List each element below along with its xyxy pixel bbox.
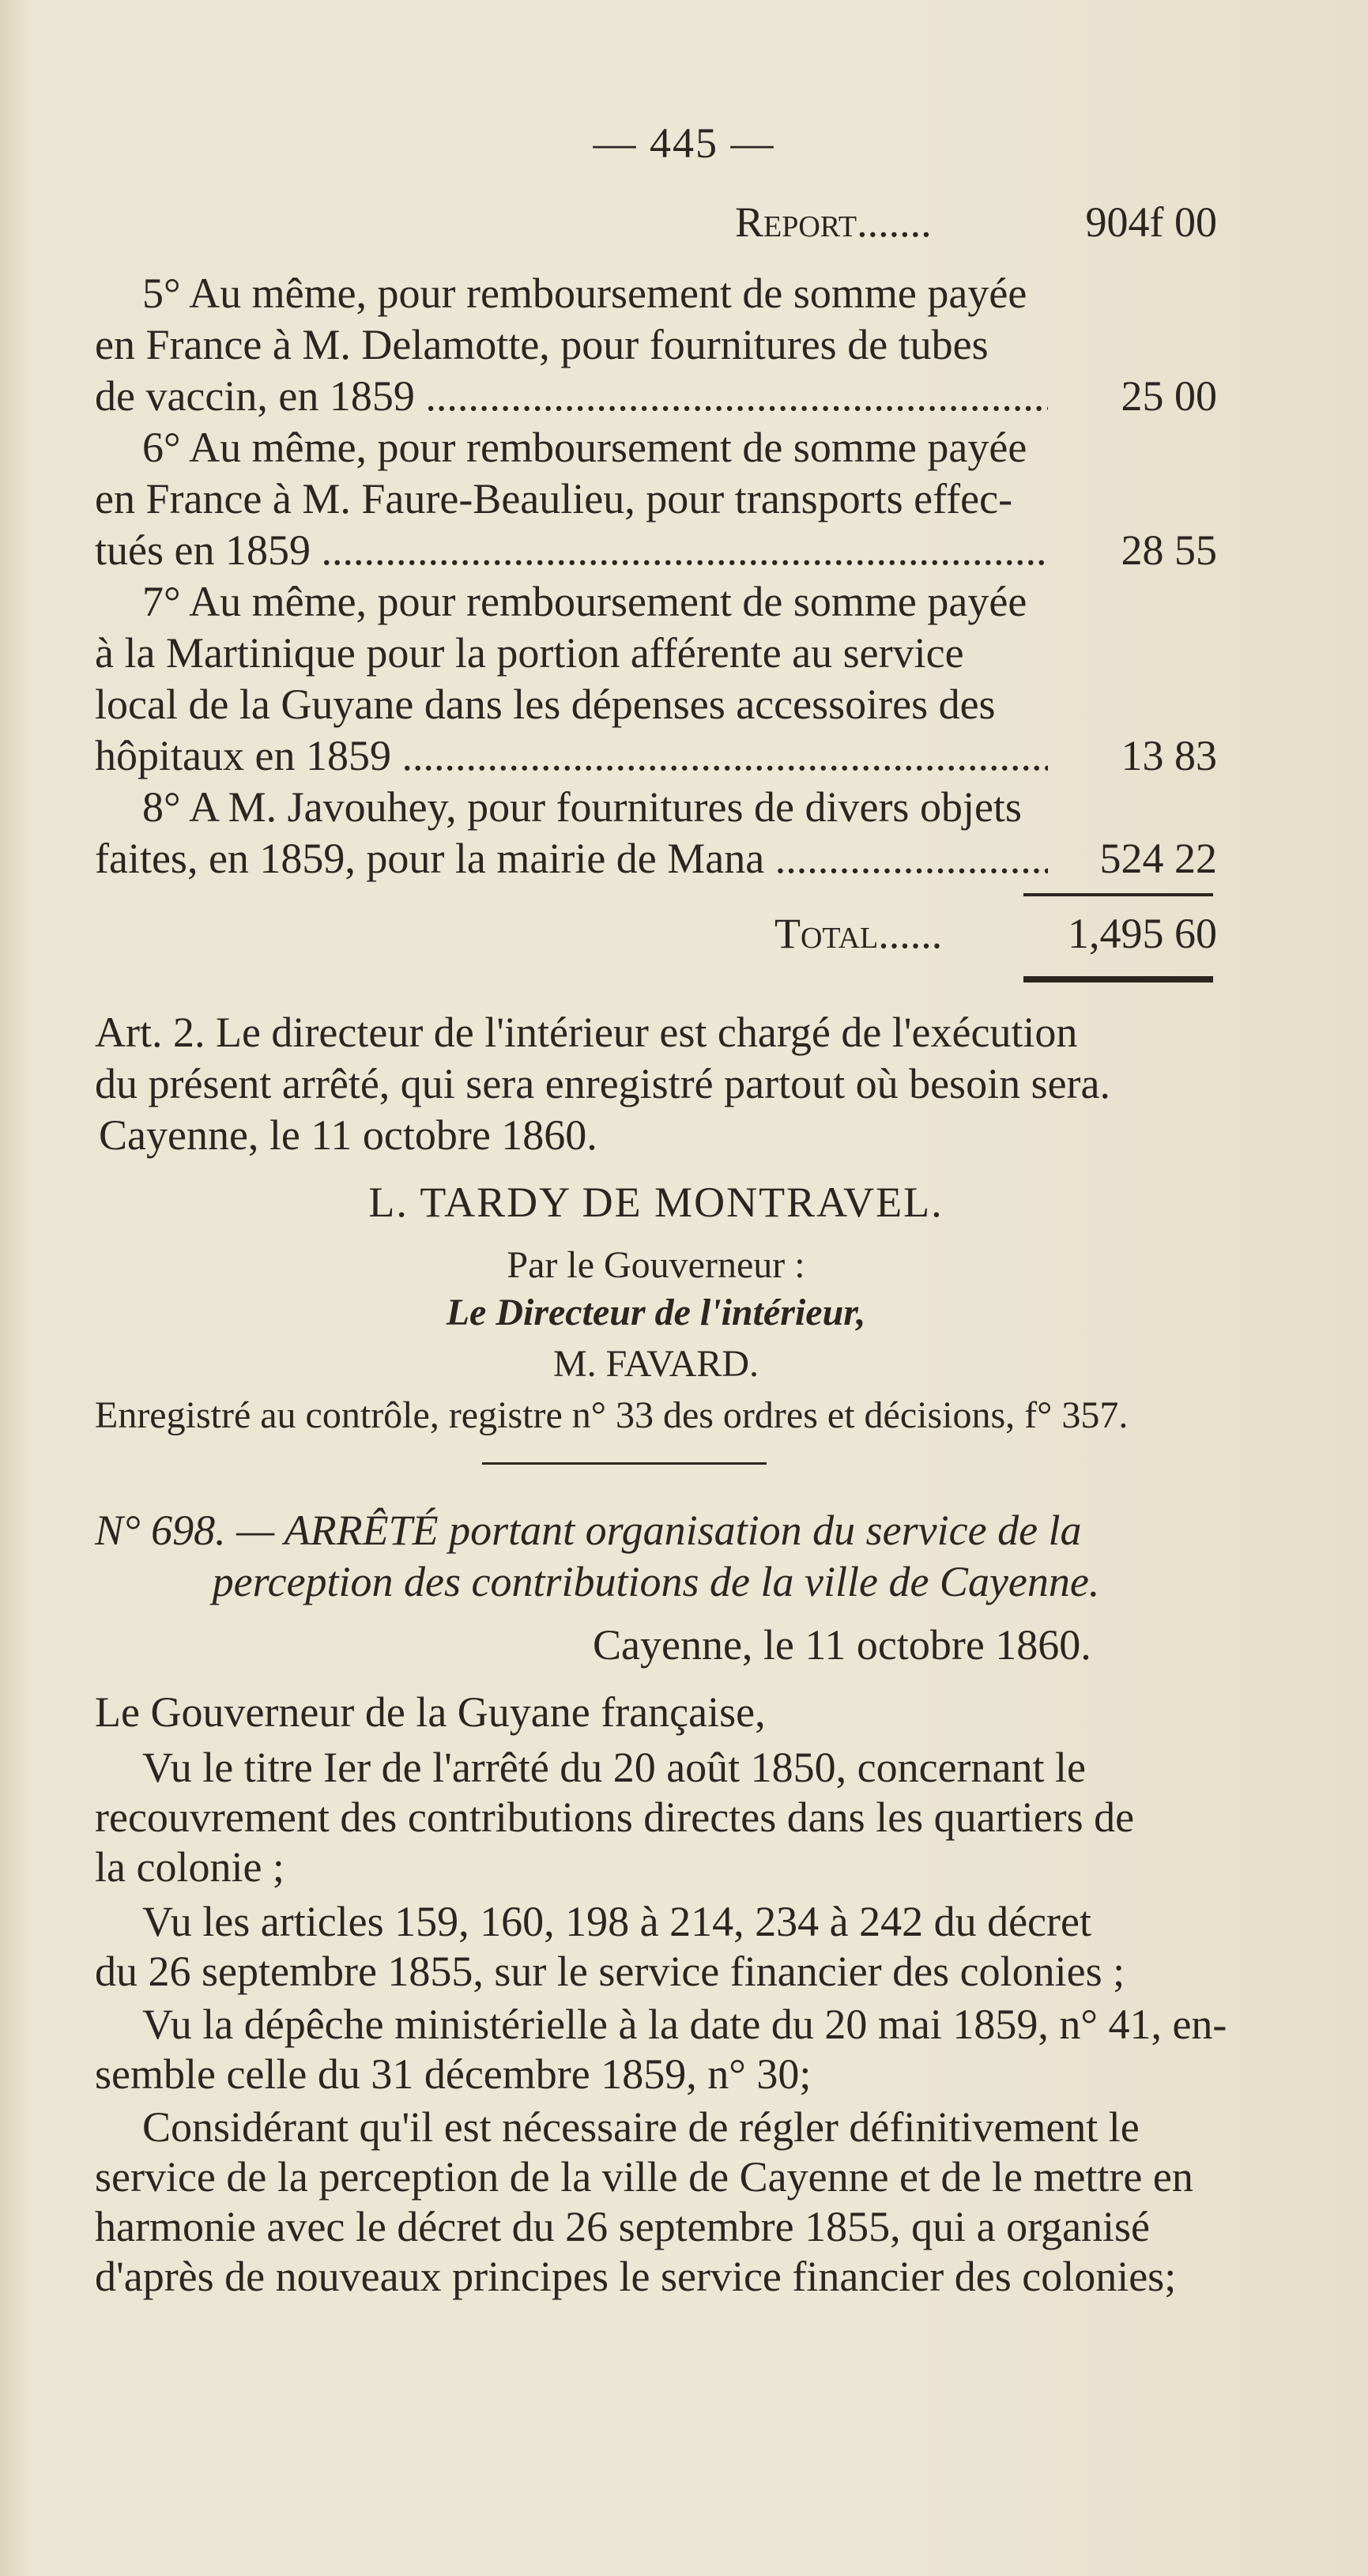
- entry-5-desc: de vaccin, en 1859 .....: [95, 372, 1048, 421]
- entry-8-desc: faites, en 1859, pour la mairie de Mana .....: [95, 834, 1048, 883]
- decree-date: Cayenne, le 11 octobre 1860.: [593, 1621, 1091, 1669]
- decree-para-line-11: d'après de nouveaux principes le service financier des colonies;: [95, 2253, 1177, 2300]
- page-number: — 445 —: [593, 119, 775, 167]
- report-label: Report.......: [735, 198, 932, 246]
- signature-title: Le Directeur de l'intérieur,: [446, 1292, 866, 1333]
- entry-5-line-1: 5° Au même, pour remboursement de somme payée: [142, 270, 1027, 317]
- decree-para-line-4: Vu les articles 159, 160, 198 à 214, 234 à 242 du décret: [142, 1898, 1091, 1945]
- entry-6-line-2: en France à M. Faure-Beaulieu, pour transports effec-: [95, 475, 1013, 522]
- decree-para-line-10: harmonie avec le décret du 26 septembre 1855, qui a organisé: [95, 2203, 1151, 2250]
- article2-line-3: Cayenne, le 11 octobre 1860.: [99, 1111, 597, 1159]
- signature-name: L. TARDY DE MONTRAVEL.: [368, 1179, 944, 1226]
- entry-7-amount: 13 83: [1121, 732, 1217, 779]
- decree-heading-text-1: N° 698. — ARRÊTÉ portant organisation du service de la: [95, 1507, 1082, 1554]
- subtotal-rule: [1023, 893, 1213, 896]
- entry-8-line-2: [95, 834, 1217, 883]
- entry-7-line-3: local de la Guyane dans les dépenses accessoires des: [95, 681, 996, 728]
- entry-8-line-1: 8° A M. Javouhey, pour fournitures de divers objets: [142, 783, 1022, 831]
- decree-opening: Le Gouverneur de la Guyane française,: [95, 1688, 766, 1736]
- article2-line-1: Art. 2. Le directeur de l'intérieur est chargé de l'exécution: [95, 1009, 1078, 1056]
- decree-para-line-8: Considérant qu'il est nécessaire de régler définitivement le: [142, 2103, 1140, 2151]
- decree-heading-line-2: perception des contributions de la ville de Cayenne.: [212, 1558, 1100, 1605]
- decree-para-line-3: la colonie ;: [95, 1843, 285, 1891]
- decree-para-line-5: du 26 septembre 1855, sur le service financier des colonies ;: [95, 1948, 1125, 1995]
- entry-7-desc: hôpitaux en 1859 .....: [95, 731, 1048, 780]
- entry-7-line-4: [95, 731, 1217, 780]
- report-amount: 904f 00: [1085, 198, 1217, 246]
- total-amount: 1,495 60: [1068, 910, 1217, 957]
- signature-by: Par le Gouverneur :: [507, 1244, 805, 1286]
- decree-para-line-1: Vu le titre Ier de l'arrêté du 20 août 1850, concernant le: [142, 1744, 1086, 1791]
- registration-note: Enregistré au contrôle, registre n° 33 des ordres et décisions, f° 357.: [95, 1394, 1129, 1436]
- total-rule: [1023, 976, 1213, 983]
- article2-line-2: du présent arrêté, qui sera enregistré partout où besoin sera.: [95, 1060, 1111, 1107]
- entry-6-desc: tués en 1859 .....: [95, 526, 1048, 575]
- signature-signer: M. FAVARD.: [552, 1343, 759, 1385]
- decree-para-line-9: service de la perception de la ville de Cayenne et de le mettre en: [95, 2153, 1193, 2201]
- decree-para-line-2: recouvrement des contributions directes dans les quartiers de: [95, 1793, 1135, 1841]
- entry-6-line-3: [95, 526, 1217, 575]
- decree-heading-line-1: [95, 1506, 1217, 1555]
- entry-5-line-3: [95, 372, 1217, 421]
- entry-6-line-1: 6° Au même, pour remboursement de somme payée: [142, 424, 1027, 471]
- entry-6-amount: 28 55: [1121, 526, 1217, 574]
- entry-7-line-2: à la Martinique pour la portion afférente au service: [95, 629, 964, 677]
- total-label: Total......: [774, 910, 943, 957]
- section-separator: [482, 1462, 767, 1465]
- decree-para-line-7: semble celle du 31 décembre 1859, n° 30;: [95, 2050, 812, 2098]
- entry-8-amount: 524 22: [1099, 835, 1217, 882]
- entry-7-line-1: 7° Au même, pour remboursement de somme payée: [142, 578, 1027, 625]
- decree-para-line-6: Vu la dépêche ministérielle à la date du 20 mai 1859, n° 41, en-: [142, 2001, 1227, 2048]
- entry-5-amount: 25 00: [1121, 372, 1217, 420]
- entry-5-line-2: en France à M. Delamotte, pour fournitures de tubes: [95, 321, 989, 368]
